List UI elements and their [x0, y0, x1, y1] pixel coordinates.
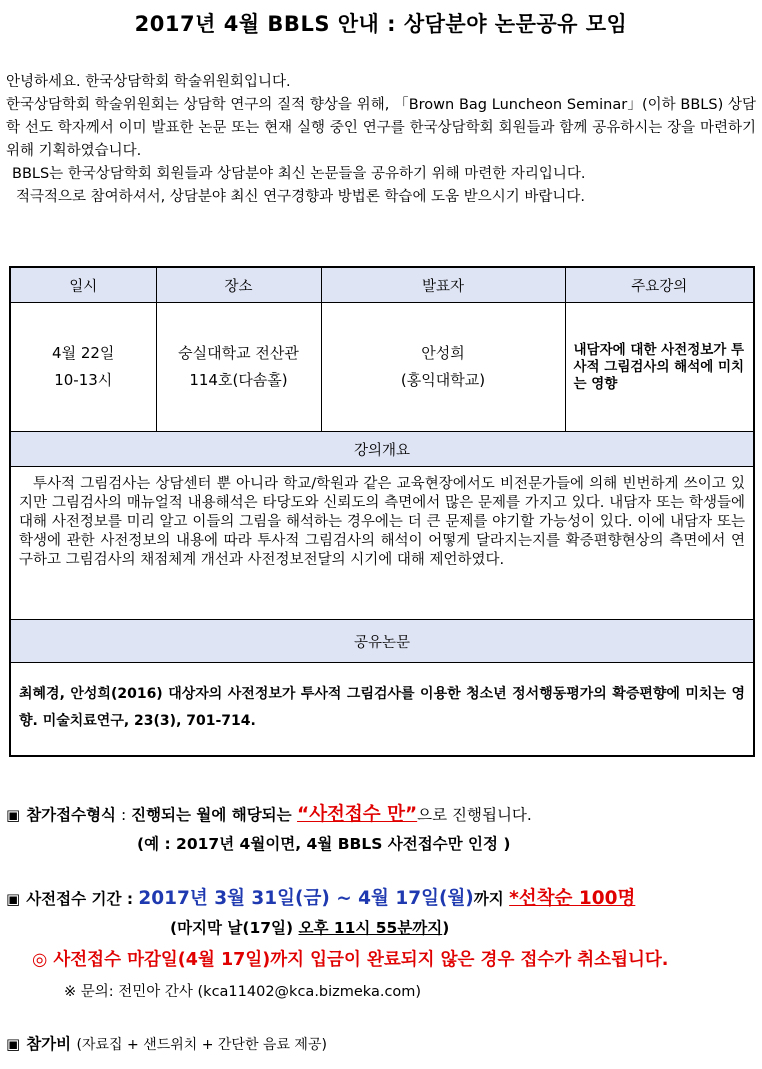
period-last-pre: (마지막 날(17일)	[170, 919, 299, 937]
seminar-info-table	[9, 266, 755, 757]
registration-colon: :	[116, 806, 132, 824]
place-line-2: 114호(다솜홀)	[189, 371, 288, 389]
lecture-cell: 내담자에 대한 사전정보가 투사적 그림검사의 해석에 미치는 영향	[565, 303, 754, 432]
fee-label: 참가비	[26, 1035, 72, 1053]
fee-notice	[6, 1032, 327, 1054]
registration-label: 참가접수형식	[26, 806, 117, 824]
date-line-1: 4월 22일	[52, 344, 115, 362]
double-circle-icon: ◎	[32, 950, 48, 970]
header-place: 장소	[156, 267, 321, 303]
greeting: 안녕하세요. 한국상담학회 학술위원회입니다.	[6, 74, 291, 90]
presenter-line-2: (홍익대학교)	[400, 371, 486, 389]
registration-example: (예 : 2017년 4월이면, 4월 BBLS 사전접수만 인정 )	[137, 835, 511, 853]
paper-citation: 최혜경, 안성희(2016) 대상자의 사전정보가 투사적 그림검사를 이용한 청소년 정서행동평가의 확증편향에 미치는 영향. 미술치료연구, 23(3), 701-714.	[10, 663, 754, 757]
intro-paragraph-1: 한국상담학회 학술위원회는 상담학 연구의 질적 향상을 위해, 「Brown Bag Luncheon Seminar」(이하 BBLS) 상담학 선도 학자께서 이미 발표한 논문 또는 현재 실행 중인 연구를 한국상담학회 회원들과 함께 공유하시는 장을 마련하기 위해 기획하였습니다.	[6, 97, 756, 159]
cancel-text: 사전접수 마감일(4월 17일)까지 입금이 완료되지 않은 경우 접수가 취소됩니다.	[53, 950, 669, 970]
overview-header: 강의개요	[10, 432, 754, 467]
registration-highlight: “사전접수 만”	[297, 804, 418, 825]
overview-text: 투사적 그림검사는 상담센터 뿐 아니라 학교/학원과 같은 교육현장에서도 비전문가들에 의해 빈번하게 쓰이고 있지만 그림검사의 매뉴얼적 내용해석은 타당도와 신뢰도의 측면에서 많은 문제를 가지고 있다. 내담자 또는 학생들에 대해 사전정보를 미리 알고 이들의 그림을 해석하는 경우에는 더 큰 문제를 야기할 가능성이 있다. 이에 내담자 또는 학생에 관한 사전정보의 내용에 따라 투사적 그림검사의 해석이 어떻게 달라지는지를 확증편향현상의 측면에서 연구하고 그림검사의 채점체계 개선과 사전정보전달의 시기에 대해 제언하였다.	[10, 467, 754, 620]
intro-section	[6, 71, 756, 209]
cancel-warning	[32, 946, 668, 971]
contact-info: ※ 문의: 전민아 간사 (kca11402@kca.bizmeka.com)	[64, 984, 422, 1000]
fee-detail: (자료집 + 샌드위치 + 간단한 음료 제공)	[76, 1037, 327, 1053]
header-date: 일시	[10, 267, 156, 303]
date-line-2: 10-13시	[54, 371, 113, 389]
period-last-day	[170, 916, 449, 938]
period-until: 까지	[473, 890, 510, 908]
registration-post: 으로 진행됩니다.	[417, 806, 532, 824]
period-label: 사전접수 기간 :	[26, 890, 139, 908]
square-bullet-icon: ▣	[6, 1035, 21, 1053]
period-dates: 2017년 3월 31일(금) ~ 4월 17일(월)	[138, 888, 474, 909]
place-line-1: 숭실대학교 전산관	[178, 344, 299, 362]
registration-pre: 진행되는 월에 해당되는	[131, 806, 298, 824]
registration-notice	[6, 800, 532, 826]
intro-paragraph-3: 적극적으로 참여하셔서, 상담분야 최신 연구경향과 방법론 학습에 도움 받으시기 바랍니다.	[16, 189, 585, 205]
header-presenter: 발표자	[321, 267, 565, 303]
date-cell	[10, 303, 156, 432]
header-lecture: 주요강의	[565, 267, 754, 303]
period-last-post: )	[442, 919, 450, 937]
square-bullet-icon: ▣	[6, 806, 21, 824]
page-title: 2017년 4월 BBLS 안내 : 상담분야 논문공유 모임	[134, 12, 628, 36]
presenter-line-1: 안성희	[421, 344, 465, 362]
intro-paragraph-2: BBLS는 한국상담학회 회원들과 상담분야 최신 논문들을 공유하기 위해 마련한 자리입니다.	[12, 166, 586, 182]
paper-header: 공유논문	[10, 620, 754, 663]
square-bullet-icon: ▣	[6, 890, 21, 908]
place-cell	[156, 303, 321, 432]
period-last-time: 오후 11시 55분까지	[298, 919, 443, 937]
period-limit: *선착순 100명	[509, 888, 636, 909]
period-notice	[6, 884, 635, 910]
presenter-cell	[321, 303, 565, 432]
